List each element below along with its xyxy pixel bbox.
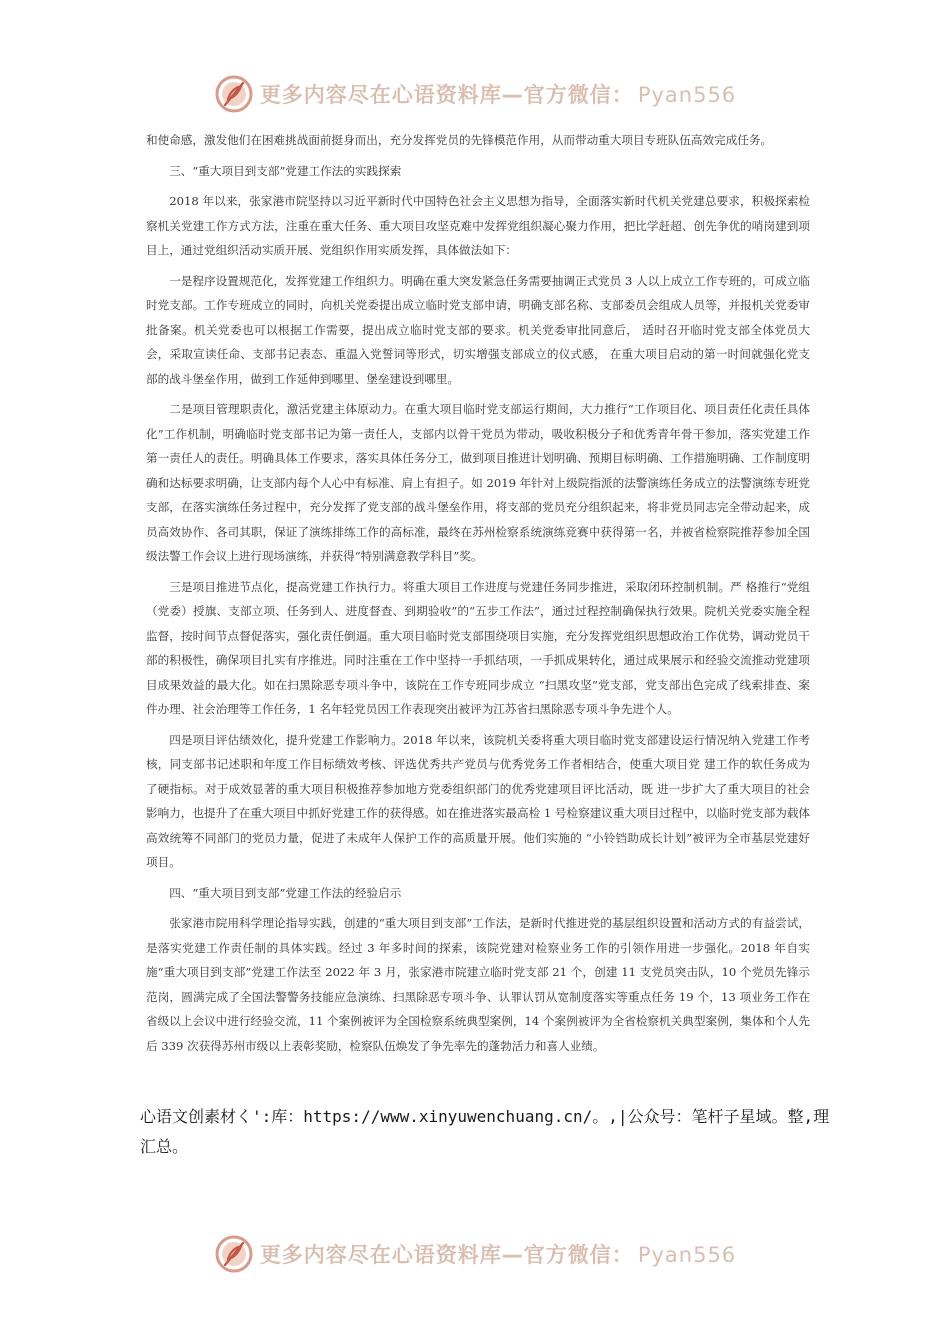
paragraph-intro: 2018 年以来，张家港市院坚持以习近平新时代中国特色社会主义思想为指导，全面落实新时代机关党建总要求，积极探索检察机关党建工作方式方法，注重在重大任务、重大项目攻坚克难中发挥党组织凝心聚力作用，把比学赶超、创先争优的哨岗建到项目上，通过党组织活动实质开展、党组织作用实质发挥，具体做法如下：	[146, 194, 810, 257]
source-note: 心语文创素材く':库：https://www.xinyuwenchuang.cn/。,|公众号：笔杆子星域。整,理汇总。	[140, 1107, 830, 1156]
section-heading-4: 四、“重大项目到支部”党建工作法的经验启示	[169, 885, 402, 900]
wechat-id: Pyan556	[637, 83, 737, 107]
feather-circle-logo-icon	[214, 1234, 254, 1274]
paragraph-continuation: 和使命感，激发他们在困难挑战面前挺身而出，充分发挥党员的先锋模范作用，从而带动重大项目专班队伍高效完成任务。	[146, 133, 773, 147]
footer-banner	[0, 1232, 950, 1276]
section-heading-3: 三、“重大项目到支部”党建工作法的实践探索	[169, 163, 402, 178]
feather-circle-logo-icon	[214, 74, 254, 114]
wechat-id: Pyan556	[637, 1243, 737, 1267]
paragraph-conclusion: 张家港市院用科学理论指导实践，创建的“重大项目到支部”工作法，是新时代推进党的基层组织设置和活动方式的有益尝试，是落实党建工作责任制的具体实践。经过 3 年多时间的探索，该院党建对检察业务工作的引领作用进一步强化。2018 年自实施“重大项目到支部”党建工作法至 2022 年 3 月，张家港市院建立临时党支部 21 个，创建 11 支党员突击队，10 个党员先锋示范岗，圆满完成了全国法警警务技能应急演练、扫黑除恶专项斗争、认罪认罚从宽制度落实等重点任务 19 个，13 项业务工作在省级以上会议中进行经验交流，11 个案例被评为全国检察系统典型案例，14 个案例被评为全省检察机关典型案例，集体和个人先后 339 次获得苏州市级以上表彰奖励，检察队伍焕发了争先率先的蓬勃活力和喜人业绩。	[146, 916, 810, 1053]
header-banner	[0, 72, 950, 116]
paragraph-point-3: 三是项目推进节点化，提高党建工作执行力。将重大项目工作进度与党建任务同步推进，采取闭环控制机制。严 格推行“党组（党委）授旗、支部立项、任务到人、进度督查、到期验收”的“五步工作法”，通过过程控制确保执行效果。院机关党委实施全程监督，按时间节点督促落实，强化责任倒逼。重大项目临时党支部围绕项目实施，充分发挥党组织思想政治工作优势，调动党员干部的积极性，确保项目扎实有序推进。同时注重在工作中坚持一手抓结项，一手抓成果转化，通过成果展示和经验交流推动党建项目成果效益的最大化。如在扫黑除恶专项斗争中，该院在工作专班同步成立 “扫黑攻坚”党支部，党支部出色完成了线索排查、案件办理、社会治理等工作任务，1 名年轻党员因工作表现突出被评为江苏省扫黑除恶专项斗争先进个人。	[146, 579, 810, 716]
paragraph-point-2: 二是项目管理职责化，激活党建主体原动力。在重大项目临时党支部运行期间，大力推行“工作项目化、项目责任化责任具体化”工作机制，明确临时党支部书记为第一责任人，支部内以骨干党员为带动，吸收积极分子和优秀青年骨干参加，落实党建工作第一责任人的责任。明确具体工作要求，落实具体任务分工，做到项目推进计划明确、预期目标明确、工作措施明确、工作制度明确和达标要求明确，让支部内每个人心中有标准、肩上有担子。如 2019 年针对上级院指派的法警演练任务成立的法警演练专班党支部，在落实演练任务过程中，充分发挥了党支部的战斗堡垒作用，将支部的党员充分组织起来，将非党员同志完全带动起来，成员高效协作、各司其职，保证了演练排练工作的高标准，最终在苏州检察系统演练竞赛中获得第一名，并被省检察院推荐参加全国级法警工作会议上进行现场演练，并获得“特别满意教学科目”奖。	[146, 402, 810, 563]
paragraph-point-1: 一是程序设置规范化，发挥党建工作组织力。明确在重大突发紧急任务需要抽调正式党员 3 人以上成立工作专班的，可成立临时党支部。工作专班成立的同时，向机关党委提出成立临时党支部申请，明确支部名称、支部委员会组成人员等，并报机关党委审批备案。机关党委也可以根据工作需要，提出成立临时党支部的要求。机关党委审批同意后， 适时召开临时党支部全体党员大会，采取宣读任命、支部书记表态、重温入党誓词等形式，切实增强支部成立的仪式感， 在重大项目启动的第一时间就强化党支部的战斗堡垒作用，做到工作延伸到哪里、堡垒建设到哪里。	[146, 273, 811, 386]
document-body	[146, 128, 810, 1058]
paragraph-point-4: 四是项目评估绩效化，提升党建工作影响力。2018 年以来，该院机关委将重大项目临时党支部建设运行情况纳入党建工作考核，同支部书记述职和年度工作目标绩效考核、评选优秀共产党员与优秀党务工作者相结合，使重大项目党 建工作的软任务成为了硬指标。对于成效显著的重大项目积极推荐参加地方党委组织部门的优秀党建项目评比活动，既 进一步扩大了重大项目的社会影响力，也提升了在重大项目中抓好党建工作的获得感。如在推进落实最高检 1 号检察建议重大项目过程中，以临时党支部为载体高效统筹不同部门的党员力量，促进了未成年人保护工作的高质量开展。他们实施的 “小铃铛助成长计划”被评为全市基层党建好项目。	[146, 732, 811, 869]
banner-text: 更多内容尽在心语资料库—官方微信： Pyan556	[259, 83, 737, 107]
banner-text: 更多内容尽在心语资料库—官方微信： Pyan556	[259, 1243, 737, 1267]
